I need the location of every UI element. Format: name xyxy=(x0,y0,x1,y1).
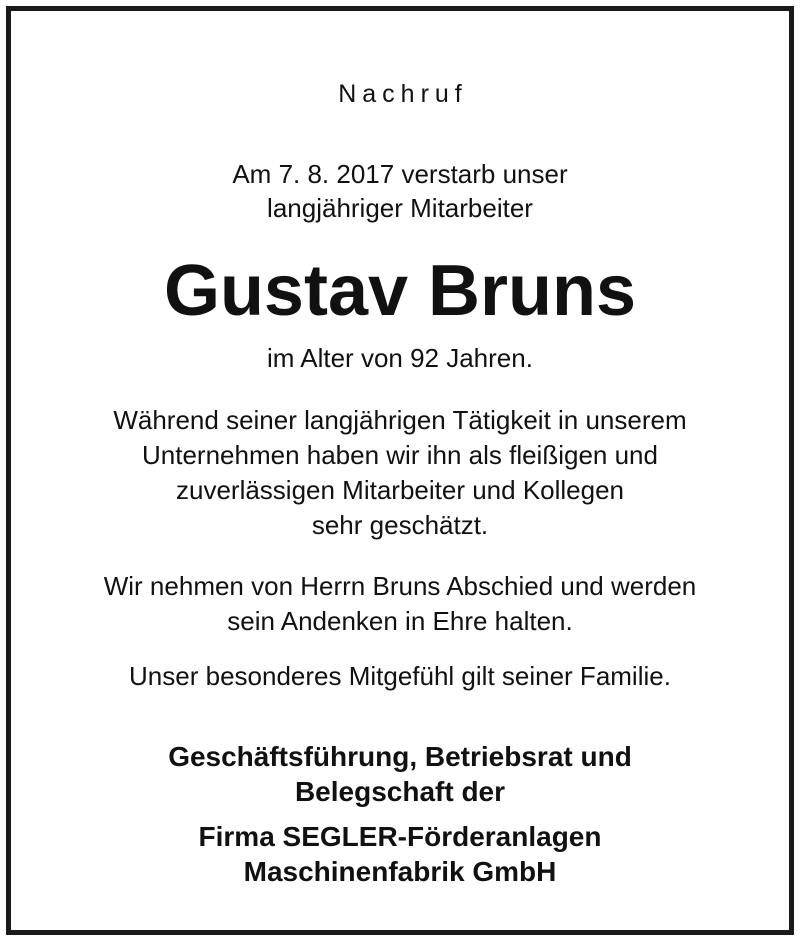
age-text: im Alter von 92 Jahren. xyxy=(267,343,533,373)
tribute-line-1: Während seiner langjährigen Tätigkeit in unserem xyxy=(113,405,687,435)
farewell-paragraph xyxy=(11,569,789,639)
farewell-line-2: sein Andenken in Ehre halten. xyxy=(227,606,573,636)
intro-line-1: Am 7. 8. 2017 verstarb unser xyxy=(232,159,568,189)
intro-text xyxy=(11,157,789,225)
signature-group-company xyxy=(11,819,789,889)
obituary-heading: Nachruf xyxy=(338,80,468,108)
deceased-name: Gustav Bruns xyxy=(163,251,637,331)
signature-group-staff xyxy=(11,739,789,809)
signature-line-2: Belegschaft der xyxy=(294,776,506,807)
condolence-text: Unser besonderes Mitgefühl gilt seiner Familie. xyxy=(129,661,671,691)
tribute-line-3: zuverlässigen Mitarbeiter und Kollegen xyxy=(175,475,625,505)
signature-line-4: Maschinenfabrik GmbH xyxy=(243,856,557,887)
signature-line-3: Firma SEGLER-Förderanlagen xyxy=(198,821,602,852)
farewell-line-1: Wir nehmen von Herrn Bruns Abschied und werden xyxy=(103,571,697,601)
tribute-line-2: Unternehmen haben wir ihn als fleißigen und xyxy=(142,440,658,470)
intro-line-2: langjähriger Mitarbeiter xyxy=(267,193,533,223)
tribute-line-4: sehr geschätzt. xyxy=(311,510,489,540)
tribute-paragraph xyxy=(11,403,789,543)
signature-line-1: Geschäftsführung, Betriebsrat und xyxy=(168,741,632,772)
obituary-frame xyxy=(6,6,794,935)
